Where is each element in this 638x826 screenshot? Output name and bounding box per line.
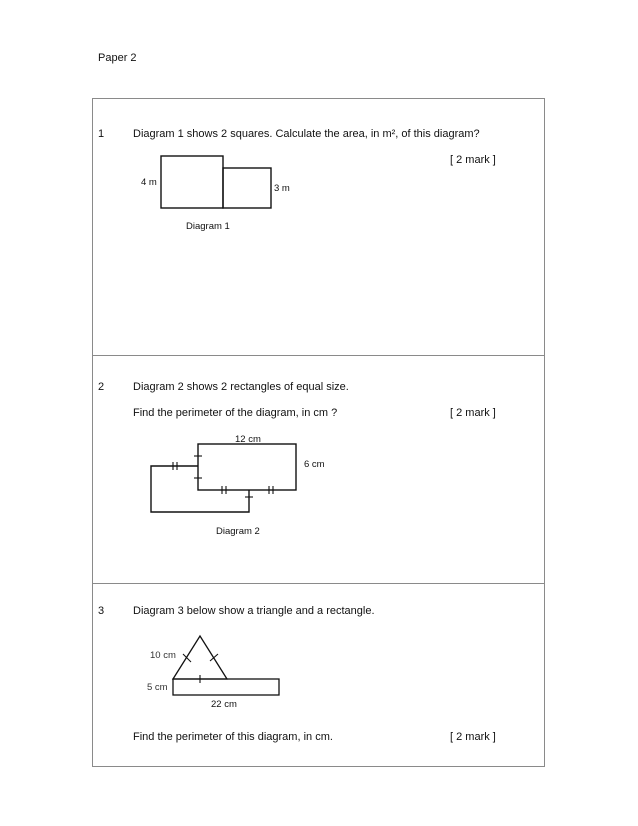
diagram-label: 22 cm: [211, 699, 237, 710]
mark-label: [ 2 mark ]: [450, 407, 496, 419]
page-header: Paper 2: [98, 52, 137, 64]
question-text: Diagram 1 shows 2 squares. Calculate the area, in m², of this diagram?: [133, 128, 480, 140]
diagram-caption: Diagram 1: [186, 221, 230, 232]
diagram-label: 3 m: [274, 183, 290, 194]
diagram-caption: Diagram 2: [216, 526, 260, 537]
question-number: 2: [98, 381, 105, 393]
question-text: Find the perimeter of the diagram, in cm ?: [133, 407, 338, 419]
diagram-label: 12 cm: [235, 434, 261, 445]
question-text: Diagram 3 below show a triangle and a rectangle.: [133, 605, 375, 617]
diagram-label: 5 cm: [147, 682, 168, 693]
diagram-label: 10 cm: [150, 650, 176, 661]
triangle: [173, 636, 227, 679]
question-number: 3: [98, 605, 105, 617]
mark-label: [ 2 mark ]: [450, 154, 496, 166]
diagram-label: 6 cm: [304, 459, 325, 470]
diagram-label: 4 m: [141, 177, 157, 188]
question-text: Diagram 2 shows 2 rectangles of equal size.: [133, 381, 349, 393]
question-text: Find the perimeter of this diagram, in cm.: [133, 731, 333, 743]
question-number: 1: [98, 128, 105, 140]
rectangle: [173, 679, 279, 695]
mark-label: [ 2 mark ]: [450, 731, 496, 743]
